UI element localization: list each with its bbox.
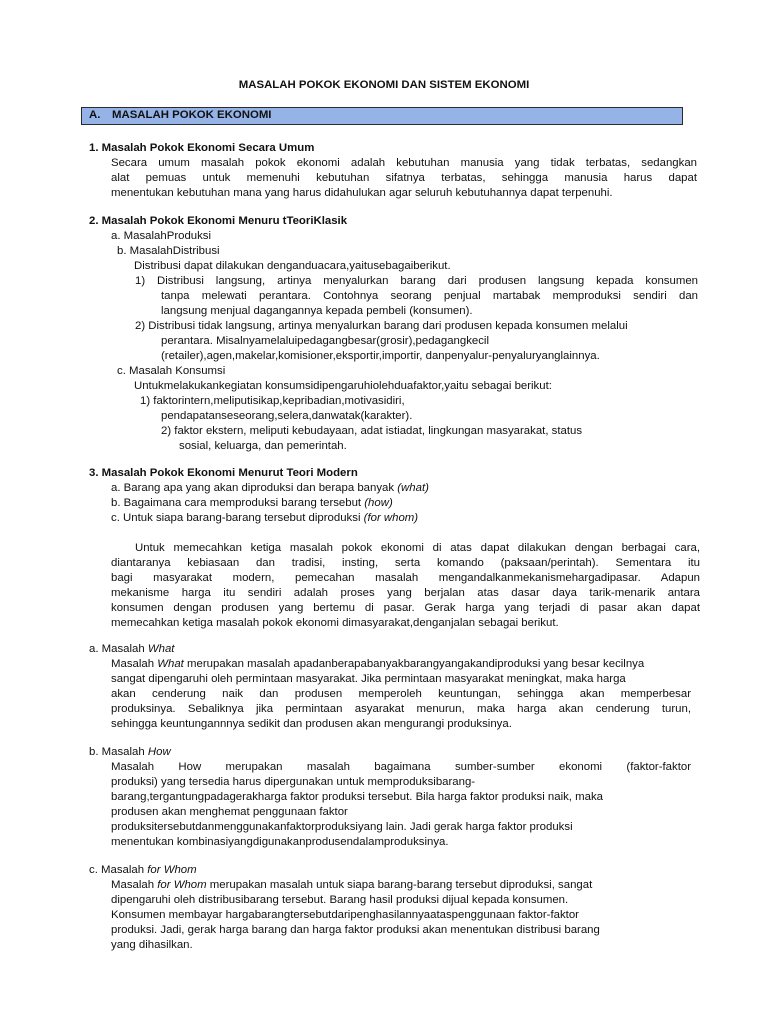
s2-item-c: c. Masalah Konsumsi [117, 365, 226, 377]
how-line-1: Masalah How merupakan masalah bagaimana sumber-sumber ekonomi (faktor-faktor [111, 761, 691, 773]
section-a-label: A. [89, 109, 101, 121]
para-line-6: memecahkan ketiga masalah pokok ekonomi dimasyarakat,denganjalan sebagai berikut. [111, 617, 559, 629]
para-line-3: bagi masyarakat modern, pemecahan masalah mengandalkanmekanismehargadipasar. Adapun [111, 572, 700, 584]
how-line-6: menentukan kombinasiyangdigunakanprodusendalamproduksinya. [111, 836, 449, 848]
what-line-3: akan cenderung naik dan produsen memperoleh keuntungan, sehingga akan memperbesar [111, 688, 691, 700]
page-title: MASALAH POKOK EKONOMI DAN SISTEM EKONOMI [238, 79, 530, 91]
how-line-3: barang,tergantungpadagerakharga faktor produksi tersebut. Bila harga faktor produksi naik, maka [111, 791, 603, 803]
what-line-5: sehingga keuntungannnya sedikit dan produsen akan mengurangi produksinya. [111, 718, 512, 730]
how-line-5: produksitersebutdanmenggunakanfaktorproduksiyang lain. Jadi gerak harga faktor produksi [111, 821, 573, 833]
s2-b2-line-3: (retailer),agen,makelar,komisioner,eksportir,importir, danpenyalur-penyaluryanglainnya. [161, 350, 600, 362]
s1-line-1: Secara umum masalah pokok ekonomi adalah kebutuhan manusia yang tidak terbatas, sedangkan [111, 157, 697, 169]
s2-b1-line-1: 1) Distribusi langsung, artinya menyalurkan barang dari produsen langsung kepada konsumen [135, 275, 698, 287]
whom-line-5: yang dihasilkan. [111, 939, 193, 951]
whom-line-2: dipengaruhi oleh distribusibarang tersebut. Barang hasil produksi dijual kepada konsumen. [111, 894, 569, 906]
section-a-header [81, 107, 683, 125]
s2-b2-line-1: 2) Distribusi tidak langsung, artinya menyalurkan barang dari produsen kepada konsumen melalui [135, 320, 628, 332]
s2-c-intro: Untukmelakukankegiatan konsumsidipengaruhiolehduafaktor,yaitu sebagai berikut: [134, 380, 552, 392]
how-line-2: produksi) yang tersedia harus dipergunakan untuk memproduksibarang- [111, 776, 476, 788]
whom-line-3: Konsumen membayar hargabarangtersebutdaripenghasilannyaataspenggunaan faktor-faktor [111, 909, 579, 921]
what-line-2: sangat dipengaruhi oleh permintaan masyarakat. Jika permintaan masyarakat meningkat, maka harga [111, 673, 626, 685]
para-line-5: konsumen dengan produsen yang bertemu di pasar. Gerak harga yang terjadi di pasar akan dapat [111, 602, 700, 614]
s2-item-b: b. MasalahDistribusi [117, 245, 220, 257]
s1-line-3: menentukan kebutuhan mana yang harus didahulukan agar seluruh kebutuhannya dapat terpenuhi. [111, 187, 613, 199]
para-line-4: mekanisme harga itu sendiri adalah proses yang berjalan atas dasar daya tarik-menarik antara [111, 587, 700, 599]
section-a-title: MASALAH POKOK EKONOMI [112, 109, 272, 121]
how-heading: b. Masalah How [89, 746, 171, 758]
whom-line-1: Masalah for Whom merupakan masalah untuk siapa barang-barang tersebut diproduksi, sangat [111, 879, 593, 891]
whom-heading: c. Masalah for Whom [89, 864, 197, 876]
s2-c2-line-2: sosial, keluarga, dan pemerintah. [179, 440, 347, 452]
s2-b2-line-2: perantara. Misalnyamelaluipedagangbesar(grosir),pedagangkecil [161, 335, 489, 347]
whom-line-4: produksi. Jadi, gerak harga barang dan harga faktor produksi akan menentukan distribusi barang [111, 924, 600, 936]
s3-item-a: a. Barang apa yang akan diproduksi dan berapa banyak (what) [111, 482, 429, 494]
s2-b1-line-2: tanpa melewati perantara. Contohnya seorang penjual martabak memproduksi sendiri dan [161, 290, 698, 302]
s2-item-a: a. MasalahProduksi [111, 230, 212, 242]
what-heading: a. Masalah What [89, 643, 175, 655]
s2-heading: 2. Masalah Pokok Ekonomi Menuru tTeoriKlasik [89, 215, 348, 227]
what-line-4: produksinya. Sebaliknya jika permintaan asyarakat menurun, maka harga akan cenderung turun, [111, 703, 691, 715]
s2-c1-line-1: 1) faktorintern,meliputisikap,kepribadian,motivasidiri, [140, 395, 405, 407]
s3-item-b: b. Bagaimana cara memproduksi barang tersebut (how) [111, 497, 393, 509]
what-line-1: Masalah What merupakan masalah apadanberapabanyakbarangyangakandiproduksi yang besar kecilnya [111, 658, 645, 670]
s3-item-c: c. Untuk siapa barang-barang tersebut diproduksi (for whom) [111, 512, 419, 524]
para-line-2: diantaranya kebiasaan dan tradisi, insting, serta komando (paksaan/perintah). Sementara itu [111, 557, 700, 569]
s2-c1-line-2: pendapatanseseorang,selera,danwatak(karakter). [161, 410, 413, 422]
how-line-4: produsen akan menghemat penggunaan faktor [111, 806, 348, 818]
s2-b1-line-3: langsung menjual dagangannya kepada pembeli (konsumen). [161, 305, 473, 317]
s2-b-intro: Distribusi dapat dilakukan denganduacara,yaitusebagaiberikut. [134, 260, 451, 272]
s3-heading: 3. Masalah Pokok Ekonomi Menurut Teori Modern [89, 467, 358, 479]
s1-line-2: alat pemuas untuk memenuhi kebutuhan sifatnya terbatas, sehingga manusia harus dapat [111, 172, 697, 184]
s2-c2-line-1: 2) faktor ekstern, meliputi kebudayaan, adat istiadat, lingkungan masyarakat, status [161, 425, 583, 437]
s1-heading: 1. Masalah Pokok Ekonomi Secara Umum [89, 142, 315, 154]
para-line-1: Untuk memecahkan ketiga masalah pokok ekonomi di atas dapat dilakukan dengan berbagai cara, [135, 542, 700, 554]
